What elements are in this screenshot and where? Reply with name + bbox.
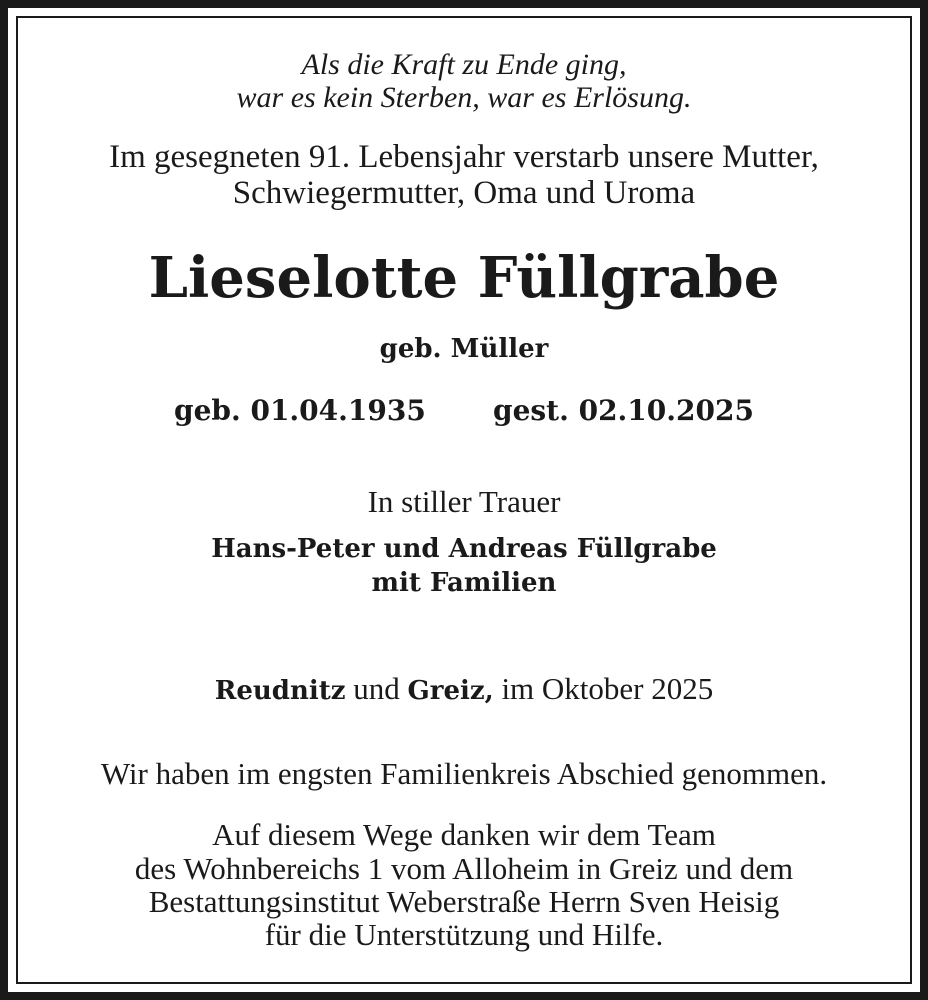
mourning-intro: In stiller Trauer	[367, 484, 561, 519]
place-connector: und	[345, 671, 408, 706]
place-2: Greiz,	[407, 676, 494, 706]
thanks-line-4: für die Unterstützung und Hilfe.	[264, 917, 664, 952]
thanks-line-3: Bestattungsinstitut Weberstraße Herrn Sven Heisig	[148, 884, 780, 919]
thanks-line-1: Auf diesem Wege danken wir dem Team	[212, 817, 716, 852]
place-1: Reudnitz	[214, 676, 346, 706]
death-date: gest. 02.10.2025	[493, 394, 754, 427]
motto-line-2: war es kein Sterben, war es Erlösung.	[236, 81, 692, 114]
birth-date: geb. 01.04.1935	[174, 394, 426, 427]
mourners-line-2: mit Familien	[371, 568, 557, 598]
date-text: im Oktober 2025	[493, 671, 714, 706]
intro-line-2: Schwiegermutter, Oma und Uroma	[232, 175, 696, 211]
motto-line-1: Als die Kraft zu Ende ging,	[301, 48, 627, 81]
intro-line-1: Im gesegneten 91. Lebensjahr verstarb unsere Mutter,	[109, 139, 819, 175]
maiden-name: geb. Müller	[379, 334, 549, 364]
place-date-line	[0, 673, 928, 704]
farewell-text: Wir haben im engsten Familienkreis Abschied genommen.	[100, 756, 828, 791]
thanks-line-2: des Wohnbereichs 1 vom Alloheim in Greiz und dem	[134, 851, 794, 886]
life-dates	[0, 394, 928, 437]
deceased-name: Lieselotte Füllgrabe	[148, 245, 780, 311]
mourners-line-1: Hans-Peter und Andreas Füllgrabe	[211, 534, 717, 564]
